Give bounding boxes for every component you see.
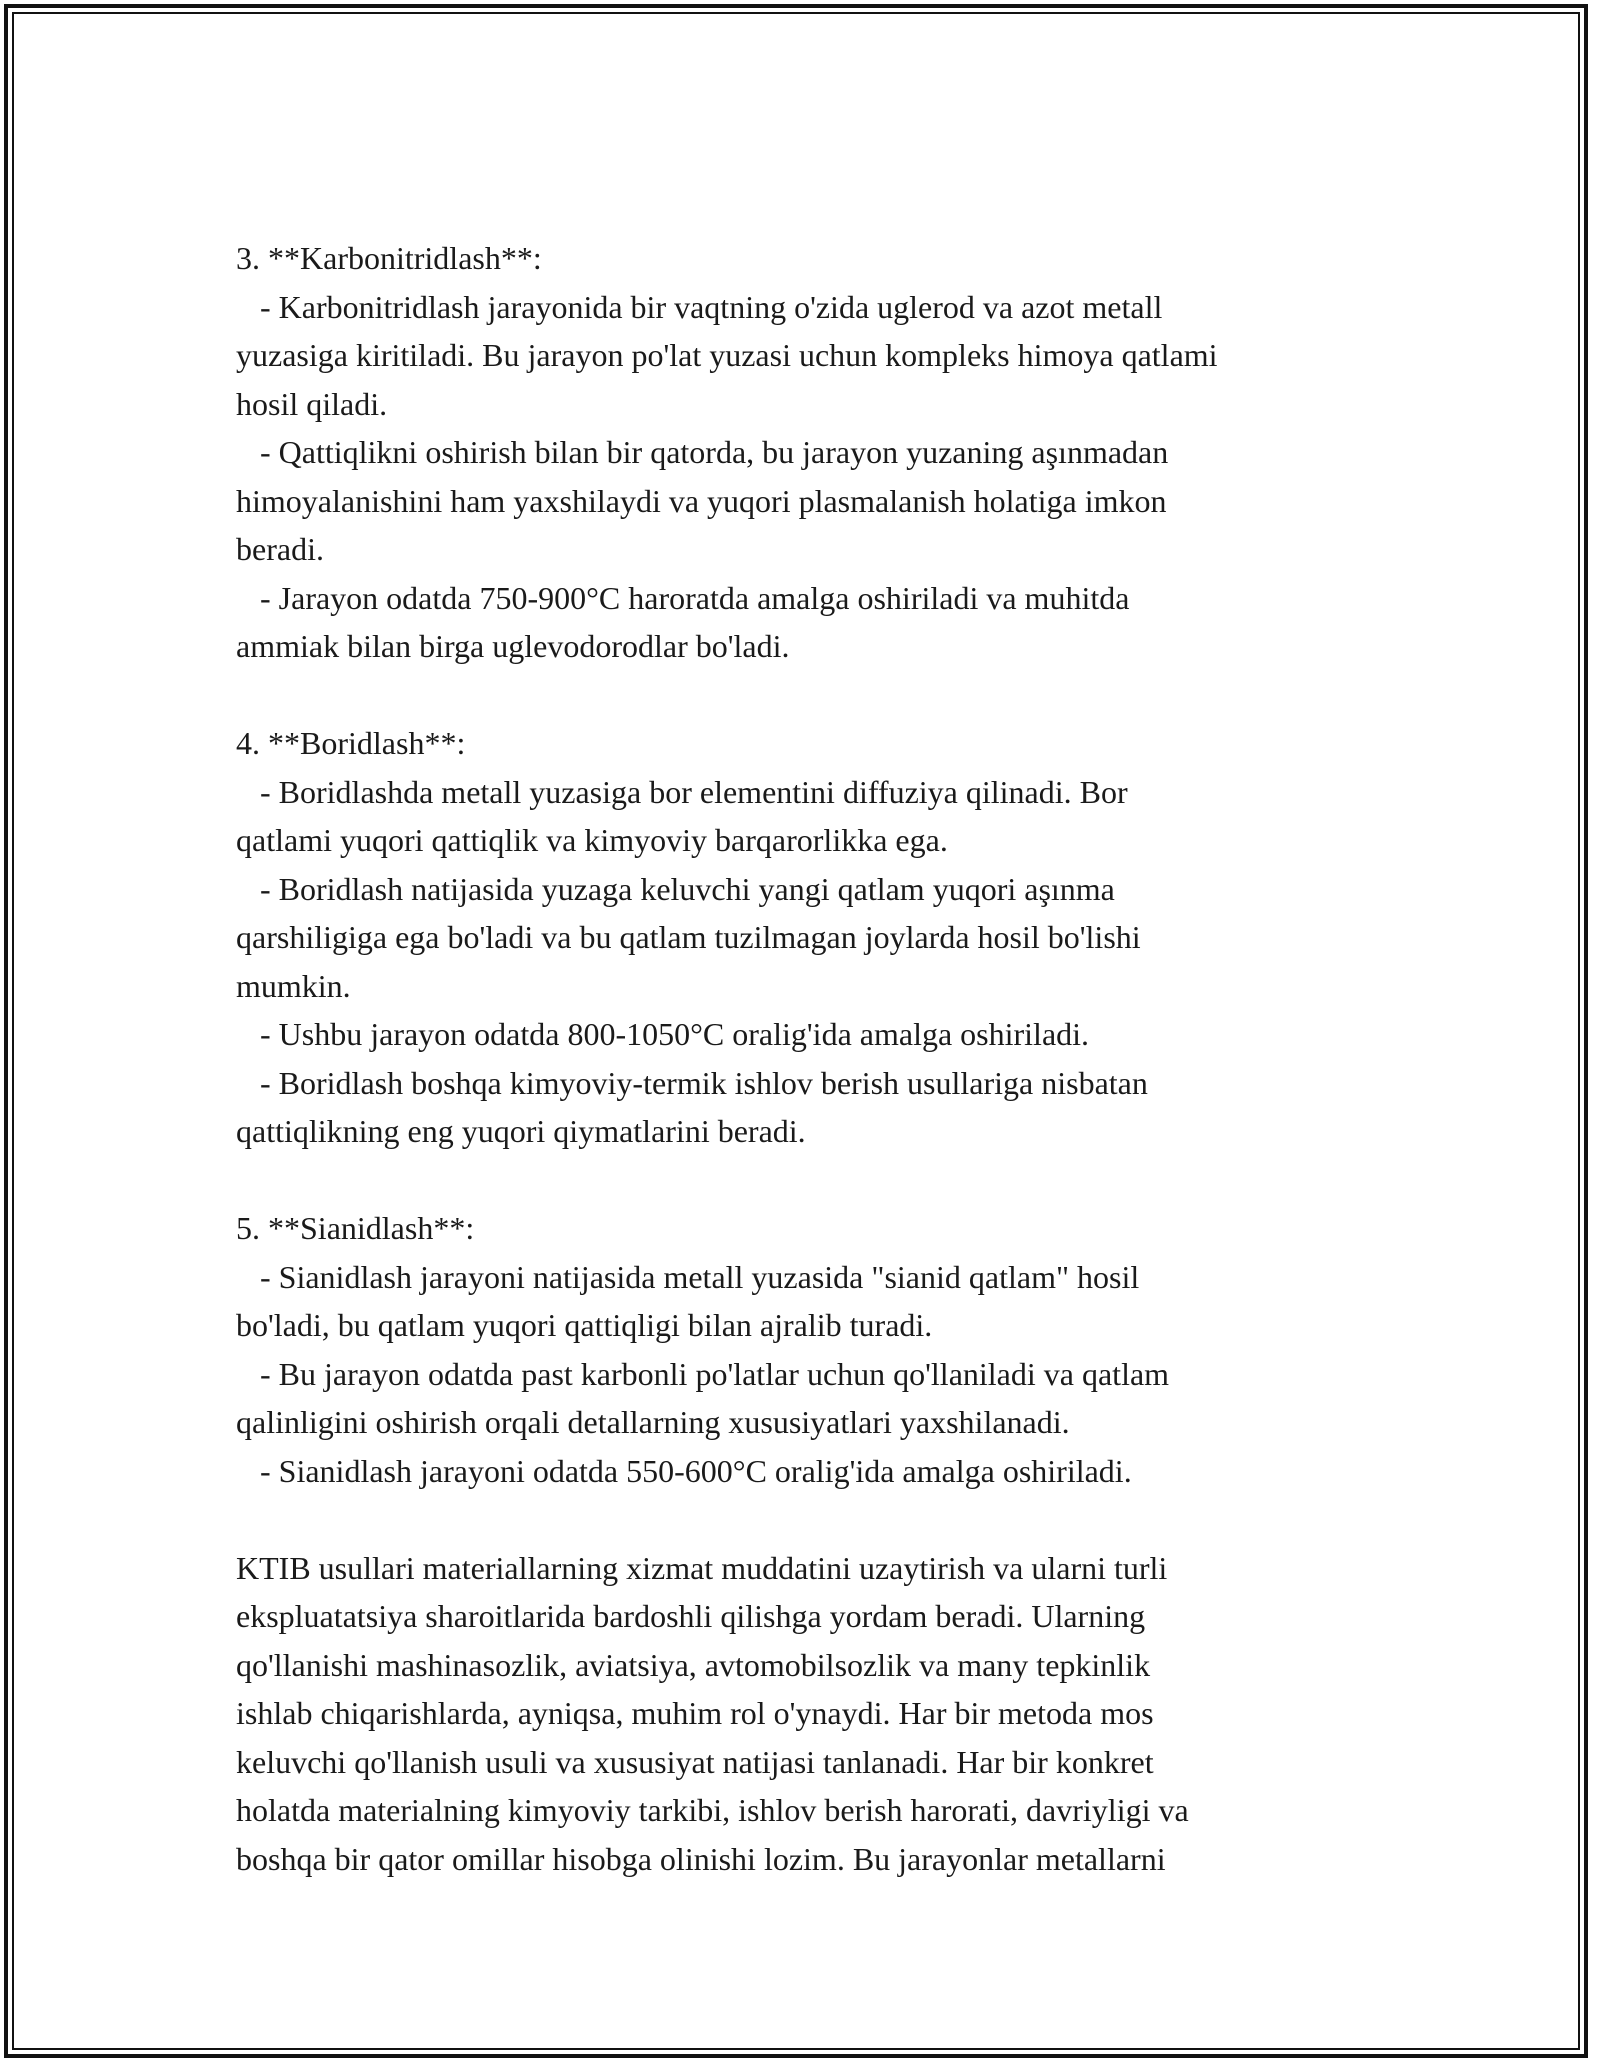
document-body-text: 3. **Karbonitridlash**: - Karbonitridlash jarayonida bir vaqtning o'zida uglerod va azot metall yuzasiga kiritiladi. Bu jarayon po'lat yuzasi uchun kompleks himoya qatlami hosil qiladi. - Qattiqlikni oshirish bilan bir qatorda, bu jarayon yuzaning aşınmadan himoyalanishini ham yaxshilaydi va yuqori plasmalanish holatiga imkon beradi. - Jarayon odatda 750-900°C haroratda amalga oshiriladi va muhitda ammiak bilan birga uglevodorodlar bo'ladi. 4. **Boridlash**: - Boridlashda metall yuzasiga bor elementini diffuziya qilinadi. Bor qatlami yuqori qattiqlik va kimyoviy barqarorlikka ega. - Boridlash natijasida yuzaga keluvchi yangi qatlam yuqori aşınma qarshiligiga ega bo'ladi va bu qatlam tuzilmagan joylarda hosil bo'lishi mumkin. - Ushbu jarayon odatda 800-1050°C oralig'ida amalga oshiriladi. - Boridlash boshqa kimyoviy-termik ishlov berish usullariga nisbatan qattiqlikning eng yuqori qiymatlarini beradi. 5. **Sianidlash**: - Sianidlash jarayoni natijasida metall yuzasida "sianid qatlam" hosil bo'ladi, bu qatlam yuqori qattiqligi bilan ajralib turadi. - Bu jarayon odatda past karbonli po'latlar uchun qo'llaniladi va qatlam qalinligini oshirish orqali detallarning xususiyatlari yaxshilanadi. - Sianidlash jarayoni odatda 550-600°C oralig'ida amalga oshiriladi. KTIB usullari materiallarning xizmat muddatini uzaytirish va ularni turli ekspluatatsiya sharoitlarida bardoshli qilishga yordam beradi. Ularning qo'llanishi mashinasozlik, aviatsiya, avtomobilsozlik va many tepkinlik ishlab chiqarishlarda, ayniqsa, muhim rol o'ynaydi. Har bir metoda mos keluvchi qo'llanish usuli va xususiyat natijasi tanlanadi. Har bir konkret holatda materialning kimyoviy tarkibi, ishlov berish harorati, davriyligi va boshqa bir qator omillar hisobga olinishi lozim. Bu jarayonlar metallarni	[236, 240, 1218, 1877]
